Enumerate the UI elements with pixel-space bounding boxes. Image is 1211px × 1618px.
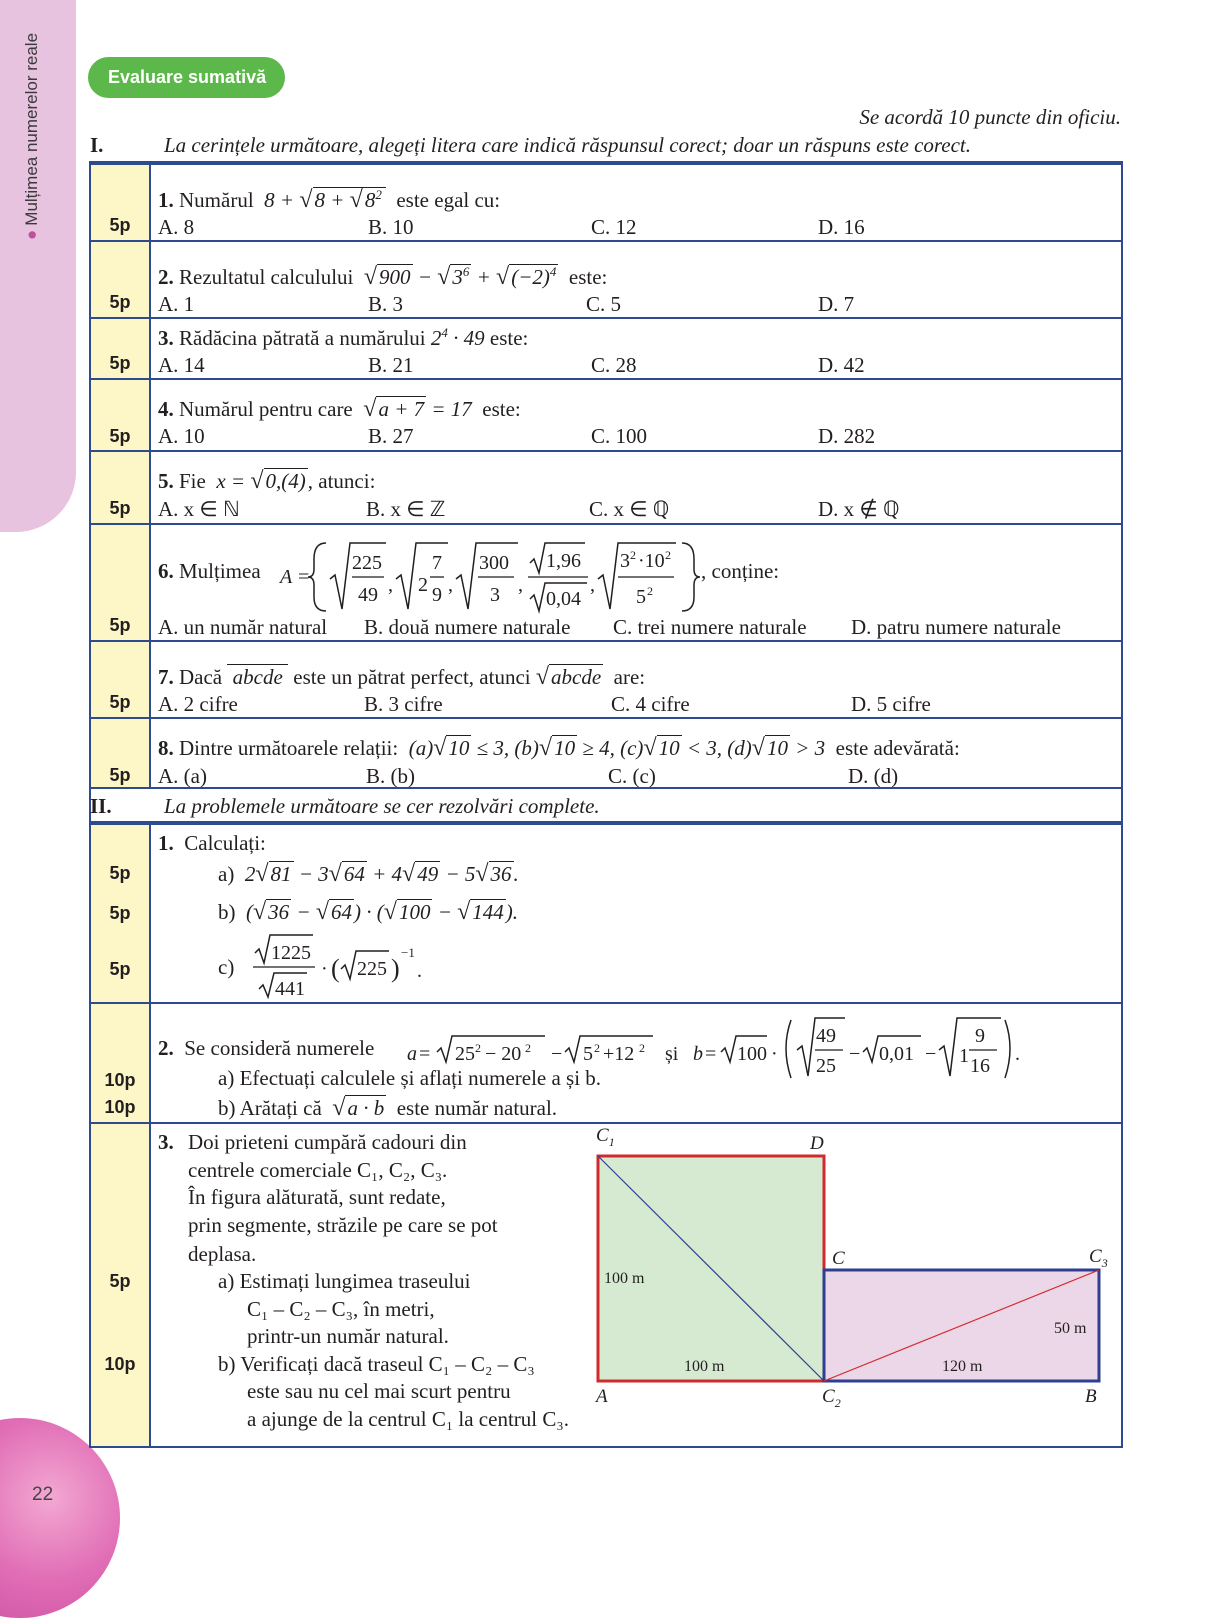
label-D: D bbox=[810, 1133, 824, 1154]
svg-text:·: · bbox=[321, 958, 328, 980]
section-2-header: II. La problemele următoare se cer rezolvări complete. bbox=[90, 794, 600, 818]
svg-text:,: , bbox=[590, 574, 595, 596]
svg-text:1225: 1225 bbox=[271, 942, 311, 964]
svg-text:2: 2 bbox=[418, 574, 428, 596]
svg-text:225: 225 bbox=[357, 958, 387, 980]
svg-text:,: , bbox=[388, 574, 393, 596]
svg-text:,: , bbox=[518, 574, 523, 596]
svg-text:,: , bbox=[448, 574, 453, 596]
svg-text:2: 2 bbox=[525, 1041, 531, 1055]
length-50: 50 m bbox=[1054, 1320, 1087, 1337]
label-C3: $C_3$ bbox=[1089, 1246, 1108, 1270]
svg-text:441: 441 bbox=[275, 978, 305, 999]
question-5: 5p 5. Fie x = √ 0,(4), atunci: A. x ∈ ℕ B. x ∈ ℤ C. x ∈ ℚ D. x ∉ ℚ bbox=[91, 450, 1121, 525]
problem-1c-formula bbox=[251, 933, 431, 999]
length-100-vertical: 100 m bbox=[604, 1270, 645, 1287]
section-badge: Evaluare sumativă bbox=[88, 57, 285, 98]
svg-text:5: 5 bbox=[636, 586, 646, 608]
svg-text:2: 2 bbox=[594, 1041, 600, 1055]
svg-text:− 20: − 20 bbox=[485, 1043, 522, 1065]
svg-text:A: A bbox=[280, 566, 293, 588]
svg-text:.: . bbox=[1015, 1043, 1020, 1065]
svg-text:25: 25 bbox=[816, 1055, 836, 1077]
svg-text:49: 49 bbox=[816, 1025, 836, 1047]
svg-text:225: 225 bbox=[352, 552, 382, 574]
svg-text:(: ( bbox=[331, 954, 340, 983]
svg-text:2: 2 bbox=[475, 1041, 481, 1055]
section-1-box bbox=[89, 161, 1123, 789]
problem-3: 3. Doi prieteni cumpără cadouri din centrele comerciale C₁, C₂, C₃. În figura alăturată, sunt redate, prin segmente, străzile pe care se pot deplasa. 5p a) Estimați lungimea traseului C₁ – C₂ – C₃, în metri, printr-un număr natural. 10p b) Verificați dacă traseul C₁ – C₂ – C₃ este sau nu cel mai scurt pentru a ajunge de la centrul C₁ la centrul C₃. bbox=[91, 1122, 1121, 1450]
svg-text:−: − bbox=[849, 1043, 861, 1065]
svg-text:a: a bbox=[407, 1043, 417, 1065]
svg-text:300: 300 bbox=[479, 552, 509, 574]
question-3: 5p 3. Rădăcina pătrată a numărului $2^4 \cdot 49$ este: A. 14 B. 21 C. 28 D. 42 bbox=[91, 317, 1121, 380]
label-C: C bbox=[832, 1248, 845, 1269]
problem-2: 2. Se consideră numerele a = 25 2 − 20 2 − 5 2 +12 2 și b = 100 · 49 25 − 0,01 − 1 9 16 . 10p 10p a) Efectuați calculele și aflați numerele a și b. b) Arătați că √ a · b este număr natural. bbox=[91, 1002, 1121, 1124]
svg-text:): ) bbox=[391, 954, 400, 983]
question-2: 5p 2. Rezultatul calculului √ 900 − √ $3^6$ + √ $(-2)^4$ este: A. 1 B. 3 C. 5 D. 7 bbox=[91, 240, 1121, 319]
svg-text:5: 5 bbox=[583, 1043, 593, 1065]
svg-text:1: 1 bbox=[959, 1045, 969, 1067]
question-4: 5p 4. Numărul pentru care √ a + 7 = 17 este: A. 10 B. 27 C. 100 D. 282 bbox=[91, 378, 1121, 452]
svg-text:+12: +12 bbox=[603, 1043, 635, 1065]
svg-text:=: = bbox=[419, 1043, 431, 1065]
label-C1: $C_1$ bbox=[596, 1125, 615, 1149]
problem-1: 1. Calculați: 5p 5p 5p a) 2√ 81 − 3√ 64 + 4√ 49 − 5√ 36. b) (√ 36 − √ 64) · (√ 100 − √ 144). c) 1225 441 · ( 225 ) −1 . bbox=[91, 823, 1121, 1004]
svg-text:−: − bbox=[551, 1043, 563, 1065]
svg-text:·: · bbox=[771, 1043, 778, 1065]
section-1-header: I. La cerințele următoare, alegeți litera care indică răspunsul corect; doar un răspuns este corect. bbox=[90, 133, 972, 157]
question-1: 5p 1. Numărul 8 + √ 8 + √ $8^2$ este egal cu: A. 8 B. 10 C. 12 D. 16 bbox=[91, 163, 1121, 242]
svg-text:b: b bbox=[693, 1043, 703, 1065]
length-100-horizontal: 100 m bbox=[684, 1358, 725, 1375]
svg-text:2: 2 bbox=[630, 548, 636, 562]
chapter-title: ●Mulțimea numerelor reale bbox=[22, 32, 41, 240]
svg-text:7: 7 bbox=[432, 552, 442, 574]
svg-text:−: − bbox=[925, 1043, 937, 1065]
svg-text:49: 49 bbox=[358, 584, 378, 606]
svg-text:0,01: 0,01 bbox=[879, 1043, 914, 1065]
svg-text:.: . bbox=[417, 960, 422, 982]
svg-text:−1: −1 bbox=[401, 945, 415, 960]
svg-text:100: 100 bbox=[737, 1043, 767, 1065]
label-C2: $C_2$ bbox=[822, 1386, 841, 1410]
svg-text:9: 9 bbox=[975, 1025, 985, 1047]
streets-figure bbox=[590, 1150, 1110, 1386]
svg-text:2: 2 bbox=[665, 548, 671, 562]
svg-text:2: 2 bbox=[647, 584, 653, 598]
oficiu-note: Se acordă 10 puncte din oficiu. bbox=[859, 105, 1121, 129]
label-B: B bbox=[1085, 1386, 1097, 1407]
svg-text:16: 16 bbox=[970, 1055, 990, 1077]
page-number: 22 bbox=[32, 1484, 54, 1505]
question-8: 5p 8. Dintre următoarele relații: (a)√ 10 ≤ 3, (b)√ 10 ≥ 4, (c)√ 10 < 3, (d)√ 10 > 3 este adevărată: A. (a) B. (b) C. (c) D. (d) bbox=[91, 717, 1121, 791]
set-A-formula bbox=[278, 539, 703, 615]
svg-text:=: = bbox=[298, 566, 310, 588]
svg-text:și: și bbox=[665, 1043, 679, 1065]
svg-text:=: = bbox=[705, 1043, 717, 1065]
question-7: 5p 7. Dacă abcde este un pătrat perfect, atunci √ abcde are: A. 2 cifre B. 3 cifre C. 4 cifre D. 5 cifre bbox=[91, 640, 1121, 719]
length-120: 120 m bbox=[942, 1358, 983, 1375]
svg-text:9: 9 bbox=[432, 584, 442, 606]
svg-text:2: 2 bbox=[639, 1041, 645, 1055]
svg-text:1,96: 1,96 bbox=[546, 550, 581, 572]
label-A: A bbox=[596, 1386, 608, 1407]
svg-text:·10: ·10 bbox=[638, 550, 665, 572]
svg-text:3: 3 bbox=[490, 584, 500, 606]
svg-text:25: 25 bbox=[455, 1043, 475, 1065]
question-6: 5p 6. Mulțimea A = 225 49 , 2 7 9 , 300 3 , 1,96 0,04 , 3 2 ·10 2 5 2 , conține: A. un număr natural B. două numere naturale C. trei numere naturale D. patru numere naturale bbox=[91, 523, 1121, 642]
svg-text:0,04: 0,04 bbox=[546, 588, 581, 610]
svg-text:3: 3 bbox=[620, 550, 630, 572]
